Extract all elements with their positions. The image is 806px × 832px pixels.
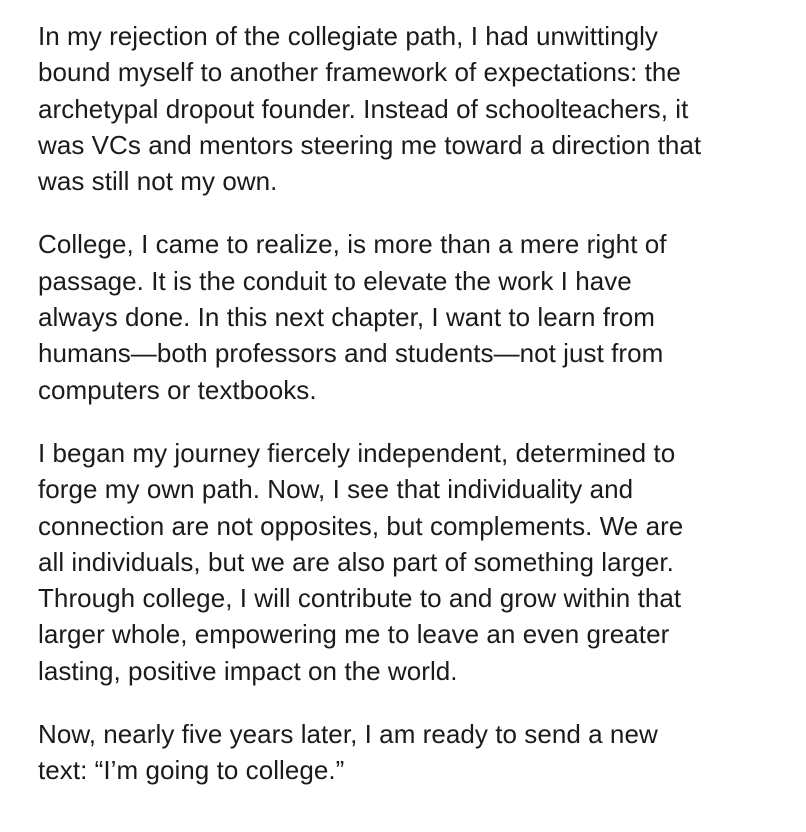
paragraph-1 [38,18,778,199]
text-line: I began my journey fiercely independent, determined to [38,437,676,468]
text-line: In my rejection of the collegiate path, I had unwittingly [38,21,658,51]
paragraph-4 [38,716,778,789]
text-line: always done. In this next chapter, I want to learn from [38,302,655,333]
text-line: lasting, positive impact on the world. [38,655,458,686]
text-line: College, I came to realize, is more than a mere right of [38,229,667,260]
text-line: was VCs and mentors steering me toward a direction that [38,129,702,160]
text-line: text: “I’m going to college.” [38,755,345,786]
text-line: Now, nearly five years later, I am ready to send a new [38,719,658,750]
paragraph-2 [38,226,778,407]
text-line: forge my own path. Now, I see that individuality and [38,474,634,505]
text-line: humans—both professors and students—not just from [38,338,664,369]
text-line: bound myself to another framework of expectations: the [38,57,681,88]
text-line: larger whole, empowering me to leave an even greater [38,619,670,650]
document-body [38,18,778,816]
paragraph-3 [38,435,778,689]
text-line: passage. It is the conduit to elevate the work I have [38,265,632,296]
text-line: connection are not opposites, but complements. We are [38,510,684,541]
text-line: all individuals, but we are also part of something larger. [38,546,674,577]
text-line: Through college, I will contribute to and grow within that [38,583,682,614]
text-line: archetypal dropout founder. Instead of schoolteachers, it [38,93,689,124]
text-line: was still not my own. [38,166,278,197]
text-line: computers or textbooks. [38,374,317,405]
